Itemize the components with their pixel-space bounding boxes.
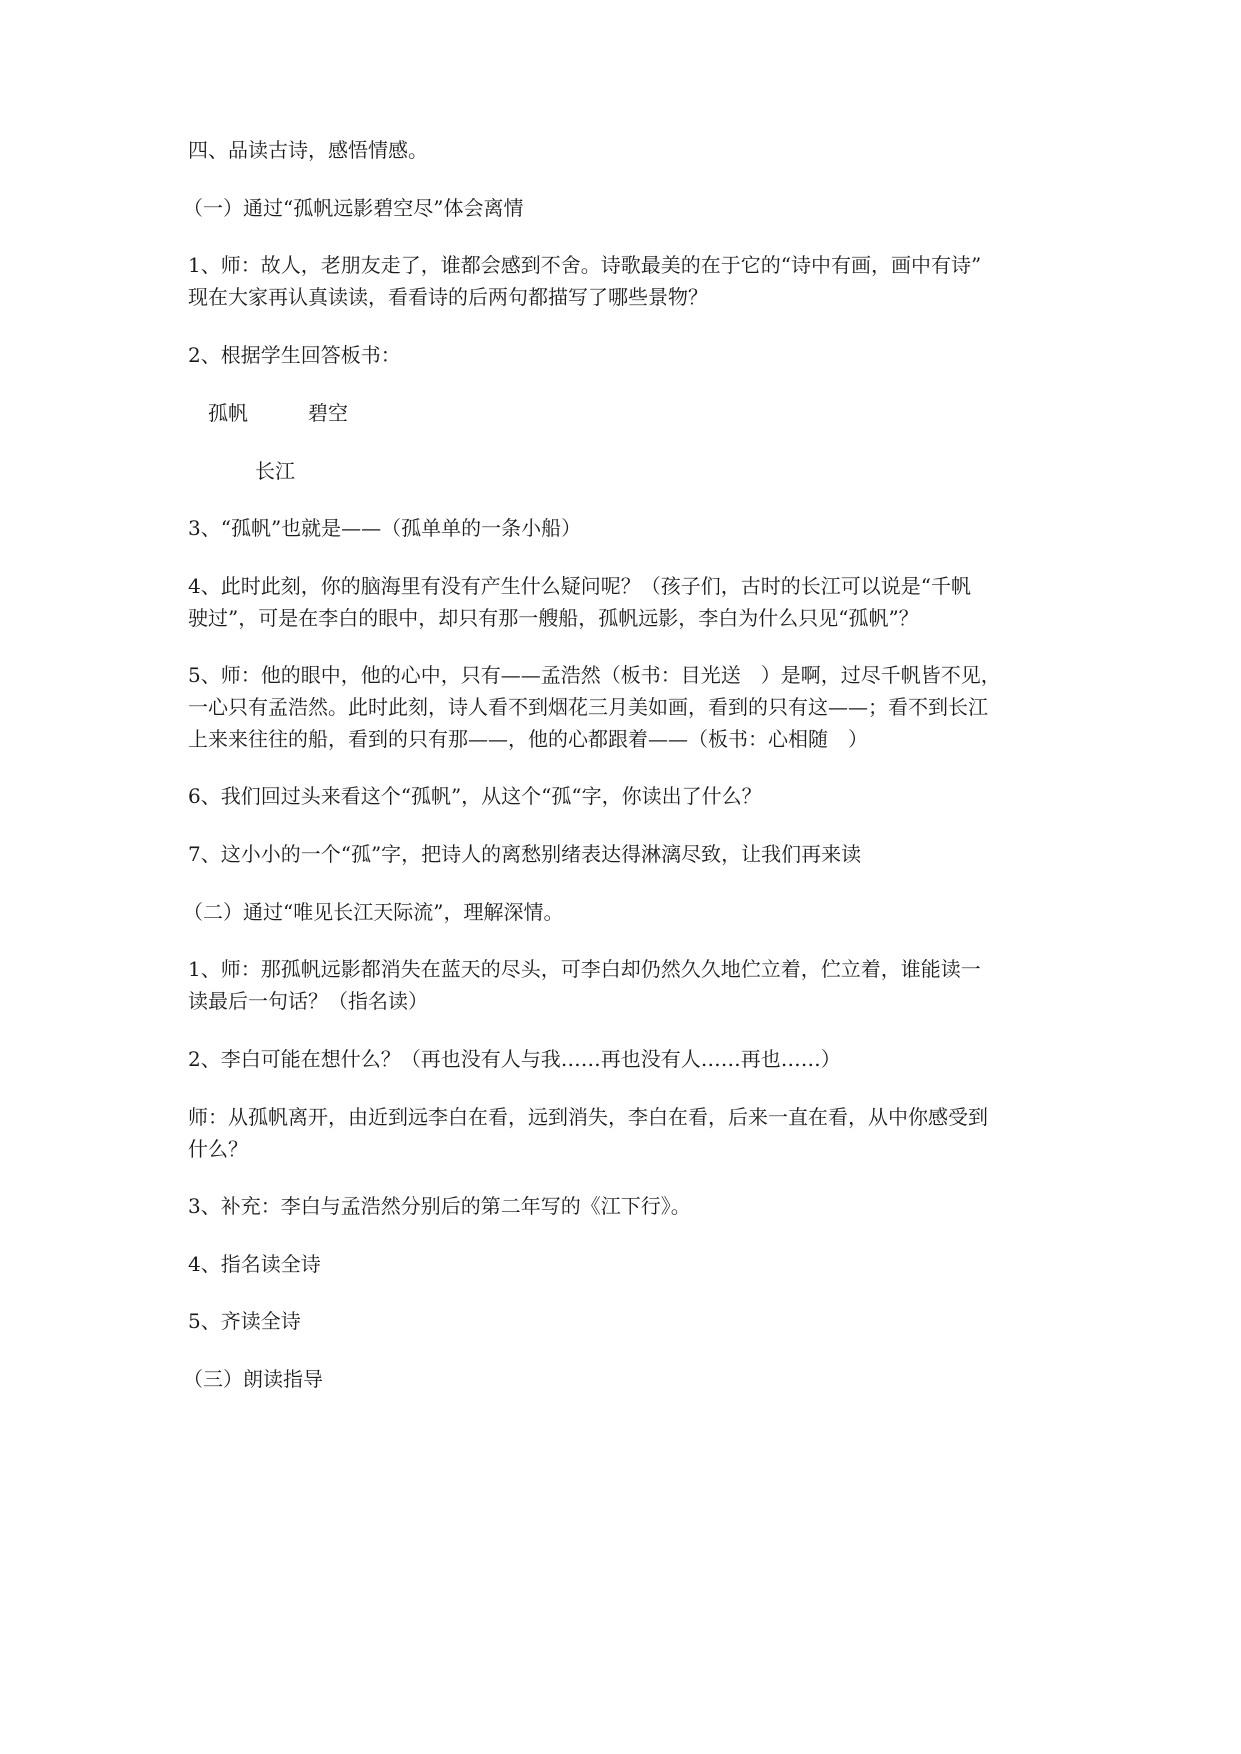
section-heading	[188, 134, 1068, 166]
board-word-yangtze: 长江	[255, 459, 295, 483]
paragraph-1-1	[188, 249, 1068, 313]
paragraph-line: 师：从孤帆离开，由近到远李白在看，远到消失，李白在看，后来一直在看，从中你感受到	[188, 1105, 988, 1129]
paragraph-2-4	[188, 1248, 1068, 1280]
paragraph-line: 5、齐读全诗	[188, 1309, 301, 1333]
paragraph-line: 2、李白可能在想什么？（再也没有人与我……再也没有人……再也……）	[188, 1047, 841, 1071]
paragraph-line: 3、补充：李白与孟浩然分别后的第二年写的《江下行》。	[188, 1194, 691, 1218]
paragraph-2-teacher	[188, 1101, 1068, 1165]
subsection-title-1-text: （一）通过“孤帆远影碧空尽”体会离情	[183, 196, 524, 220]
paragraph-2-5	[188, 1305, 1068, 1337]
paragraph-1-6	[188, 780, 1068, 812]
board-word-blue-sky: 碧空	[308, 401, 348, 425]
paragraph-line: 4、指名读全诗	[188, 1252, 321, 1276]
paragraph-line: 上来来往往的船，看到的只有那——，他的心都跟着——（板书：心相随 ）	[188, 727, 868, 751]
paragraph-line: 1、师：故人，老朋友走了，谁都会感到不舍。诗歌最美的在于它的“诗中有画，画中有诗”	[188, 253, 982, 277]
subsection-title-1	[183, 192, 1063, 224]
paragraph-line: 2、根据学生回答板书：	[188, 343, 401, 367]
paragraph-line: 1、师：那孤帆远影都消失在蓝天的尽头，可李白却仍然久久地伫立着，伫立着，谁能读一	[188, 957, 981, 981]
paragraph-1-4	[188, 570, 1068, 634]
subsection-title-2-text: （二）通过“唯见长江天际流”，理解深情。	[183, 900, 564, 924]
paragraph-line: 3、“孤帆”也就是——（孤单单的一条小船）	[188, 516, 582, 540]
paragraph-line: 6、我们回过头来看这个“孤帆”，从这个“孤“字，你读出了什么？	[188, 784, 762, 808]
paragraph-line: 4、此时此刻，你的脑海里有没有产生什么疑问呢？（孩子们，古时的长江可以说是“千帆	[188, 574, 971, 598]
paragraph-2-1	[188, 953, 1068, 1017]
paragraph-line: 一心只有孟浩然。此时此刻，诗人看不到烟花三月美如画，看到的只有这——；看不到长江	[188, 695, 988, 719]
paragraph-2-3	[188, 1190, 1068, 1222]
subsection-title-3-text: （三）朗读指导	[183, 1367, 323, 1391]
paragraph-1-2	[188, 339, 1068, 371]
paragraph-2-2	[188, 1043, 1068, 1075]
paragraph-line: 现在大家再认真读读，看看诗的后两句都描写了哪些景物？	[188, 285, 708, 309]
paragraph-line: 读最后一句话？（指名读）	[188, 989, 428, 1013]
board-word-lone-sail: 孤帆	[208, 401, 248, 425]
paragraph-1-3	[188, 512, 1068, 544]
paragraph-line: 什么？	[188, 1137, 248, 1161]
paragraph-1-7	[188, 838, 1068, 870]
paragraph-line: 驶过”，可是在李白的眼中，却只有那一艘船，孤帆远影，李白为什么只见“孤帆”？	[188, 606, 919, 630]
paragraph-line: 5、师：他的眼中，他的心中，只有——孟浩然（板书：目光送 ）是啊，过尽千帆皆不见，	[188, 663, 1001, 687]
subsection-title-3	[183, 1363, 1063, 1395]
paragraph-1-5	[188, 659, 1068, 755]
heading-text: 四、品读古诗，感悟情感。	[188, 138, 428, 162]
subsection-title-2	[183, 896, 1063, 928]
paragraph-line: 7、这小小的一个“孤”字，把诗人的离愁别绪表达得淋漓尽致，让我们再来读	[188, 842, 862, 866]
